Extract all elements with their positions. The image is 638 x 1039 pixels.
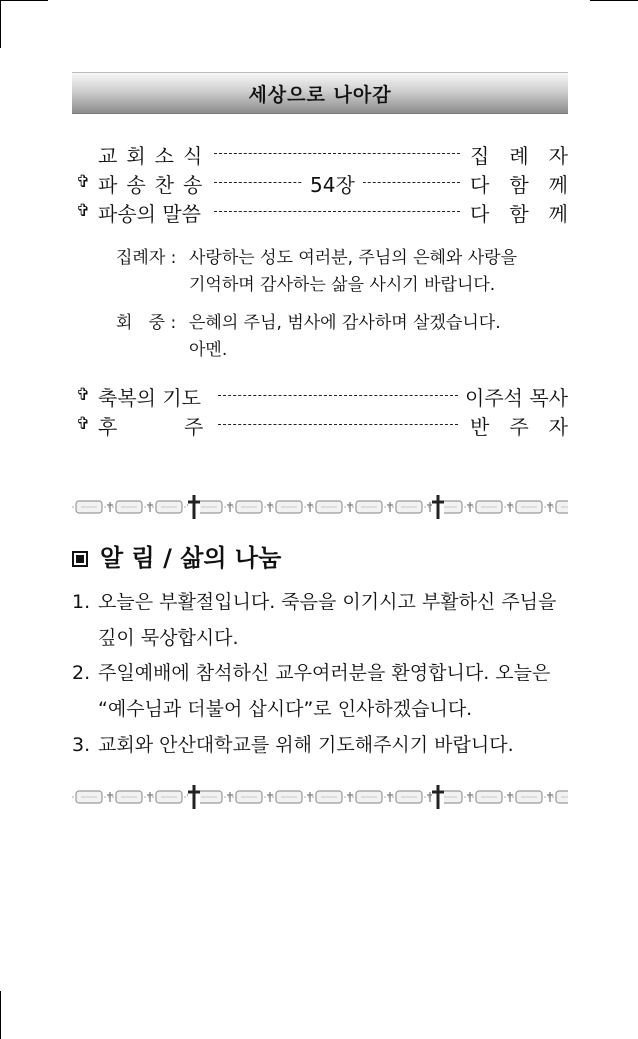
response-line: 사랑하는 성도 여러분, 주님의 은혜와 사랑을 (189, 248, 518, 268)
order-label: 축복의 기도 (98, 386, 201, 410)
item-number: 1. (72, 591, 91, 613)
cross-icon: ✞ (76, 414, 91, 434)
speaker-label: 회 중 : (116, 313, 177, 333)
order-leader: 이주석 목사 (465, 386, 568, 410)
order-item-sending-word (72, 198, 568, 226)
item-text: 오늘은 부활절입니다. 죽음을 이기시고 부활하신 주님을 깊이 묵상합시다. (98, 591, 557, 649)
order-item-benediction (72, 382, 568, 410)
leader-line (214, 153, 460, 154)
order-item-announcements (72, 140, 568, 168)
square-bullet-icon (72, 551, 88, 567)
announcements-title: 알 림 / 삶의 나눔 (100, 544, 282, 572)
order-leader: 집 례 자 (470, 144, 568, 168)
item-number: 2. (72, 662, 91, 684)
order-leader: 다 함 께 (470, 202, 568, 226)
crop-mark-top-left-h (0, 0, 48, 1)
order-label: 교회소식 (98, 144, 212, 168)
hymn-number: 54장 (302, 169, 363, 198)
speaker-label: 집례자 : (116, 248, 177, 268)
order-item-sending-hymn (72, 169, 568, 197)
order-leader: 다 함 께 (470, 173, 568, 197)
chain-cross-divider-icon (72, 784, 568, 810)
item-number: 3. (72, 734, 91, 756)
item-text: 주일예배에 참석하신 교우여러분을 환영합니다. 오늘은 “예수님과 더불어 삽시다”로 인사하겠습니다. (98, 662, 551, 720)
chain-cross-divider-icon (72, 494, 568, 520)
order-label: 파송의 말씀 (98, 202, 201, 226)
order-label: 후 (98, 415, 118, 439)
cross-icon: ✞ (76, 172, 91, 192)
chain-links (72, 784, 568, 810)
crop-mark-top-left-v (0, 0, 1, 48)
chain-links (72, 494, 568, 520)
leader-line (218, 395, 458, 396)
cross-icon: ✞ (76, 385, 91, 405)
order-leader: 반 주 자 (470, 415, 568, 439)
section-title: 세상으로 나아감 (248, 83, 392, 106)
announcements-heading (72, 538, 281, 573)
item-text: 교회와 안산대학교를 위해 기도해주시기 바랍니다. (98, 734, 514, 756)
leader-line (218, 424, 458, 425)
order-label: 파송찬송 (98, 173, 212, 197)
leader-line (214, 211, 460, 212)
response-line: 아멘. (189, 340, 228, 360)
order-item-postlude (72, 411, 568, 439)
order-label-second: 주 (184, 415, 204, 439)
crop-mark-top-right-h (590, 0, 638, 1)
response-line: 은혜의 주님, 범사에 감사하며 살겠습니다. (189, 313, 501, 333)
cross-icon: ✞ (76, 201, 91, 221)
crop-mark-bottom-left-v (0, 991, 1, 1039)
section-title-bar (72, 72, 568, 114)
response-line: 기억하며 감사하는 삶을 사시기 바랍니다. (189, 275, 496, 295)
